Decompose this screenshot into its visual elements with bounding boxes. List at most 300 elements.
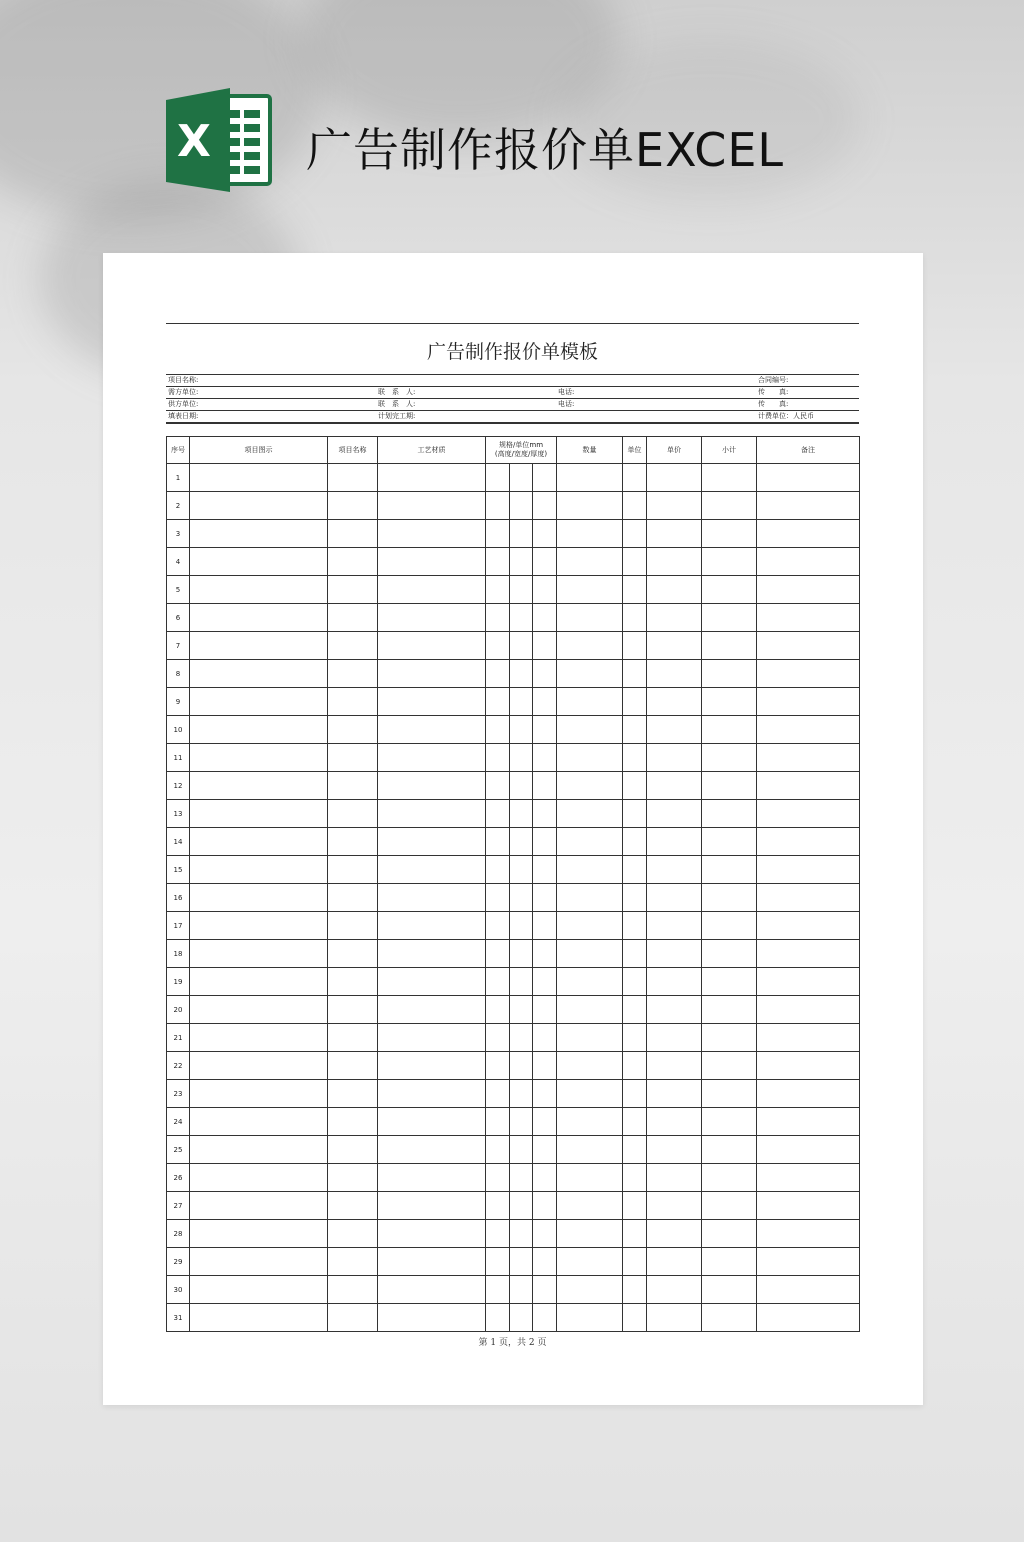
cell-note[interactable]	[757, 1136, 860, 1164]
cell-qty[interactable]	[557, 1164, 623, 1192]
cell-material[interactable]	[378, 1024, 486, 1052]
cell-price[interactable]	[647, 688, 702, 716]
cell-subtotal[interactable]	[702, 1164, 757, 1192]
cell-qty[interactable]	[557, 996, 623, 1024]
cell-price[interactable]	[647, 800, 702, 828]
cell-thickness[interactable]	[533, 1052, 557, 1080]
cell-unit[interactable]	[623, 856, 647, 884]
cell-note[interactable]	[757, 716, 860, 744]
cell-width[interactable]	[510, 856, 533, 884]
cell-qty[interactable]	[557, 1108, 623, 1136]
cell-unit[interactable]	[623, 912, 647, 940]
cell-unit[interactable]	[623, 632, 647, 660]
cell-price[interactable]	[647, 1024, 702, 1052]
cell-material[interactable]	[378, 1248, 486, 1276]
cell-image[interactable]	[190, 688, 328, 716]
cell-price[interactable]	[647, 1248, 702, 1276]
cell-unit[interactable]	[623, 744, 647, 772]
cell-qty[interactable]	[557, 828, 623, 856]
cell-width[interactable]	[510, 1304, 533, 1332]
cell-material[interactable]	[378, 1080, 486, 1108]
cell-qty[interactable]	[557, 856, 623, 884]
cell-qty[interactable]	[557, 520, 623, 548]
cell-height[interactable]	[486, 548, 510, 576]
cell-thickness[interactable]	[533, 548, 557, 576]
cell-height[interactable]	[486, 800, 510, 828]
cell-unit[interactable]	[623, 1136, 647, 1164]
cell-subtotal[interactable]	[702, 1136, 757, 1164]
cell-height[interactable]	[486, 1024, 510, 1052]
cell-image[interactable]	[190, 1052, 328, 1080]
cell-note[interactable]	[757, 996, 860, 1024]
cell-width[interactable]	[510, 772, 533, 800]
cell-height[interactable]	[486, 1220, 510, 1248]
cell-unit[interactable]	[623, 800, 647, 828]
cell-thickness[interactable]	[533, 800, 557, 828]
cell-image[interactable]	[190, 800, 328, 828]
cell-qty[interactable]	[557, 688, 623, 716]
cell-note[interactable]	[757, 744, 860, 772]
cell-image[interactable]	[190, 940, 328, 968]
cell-subtotal[interactable]	[702, 464, 757, 492]
cell-price[interactable]	[647, 1192, 702, 1220]
cell-price[interactable]	[647, 884, 702, 912]
cell-subtotal[interactable]	[702, 548, 757, 576]
cell-name[interactable]	[328, 884, 378, 912]
cell-image[interactable]	[190, 856, 328, 884]
cell-width[interactable]	[510, 968, 533, 996]
cell-height[interactable]	[486, 1192, 510, 1220]
cell-height[interactable]	[486, 688, 510, 716]
cell-image[interactable]	[190, 576, 328, 604]
cell-subtotal[interactable]	[702, 576, 757, 604]
cell-note[interactable]	[757, 968, 860, 996]
cell-name[interactable]	[328, 772, 378, 800]
cell-name[interactable]	[328, 576, 378, 604]
cell-qty[interactable]	[557, 772, 623, 800]
cell-image[interactable]	[190, 1136, 328, 1164]
cell-subtotal[interactable]	[702, 800, 757, 828]
cell-thickness[interactable]	[533, 1192, 557, 1220]
cell-width[interactable]	[510, 576, 533, 604]
cell-image[interactable]	[190, 520, 328, 548]
cell-image[interactable]	[190, 660, 328, 688]
cell-subtotal[interactable]	[702, 856, 757, 884]
cell-image[interactable]	[190, 1080, 328, 1108]
cell-subtotal[interactable]	[702, 1304, 757, 1332]
cell-height[interactable]	[486, 744, 510, 772]
cell-subtotal[interactable]	[702, 660, 757, 688]
cell-note[interactable]	[757, 632, 860, 660]
cell-thickness[interactable]	[533, 996, 557, 1024]
cell-image[interactable]	[190, 828, 328, 856]
cell-name[interactable]	[328, 1304, 378, 1332]
cell-width[interactable]	[510, 1164, 533, 1192]
cell-note[interactable]	[757, 576, 860, 604]
cell-material[interactable]	[378, 1192, 486, 1220]
cell-width[interactable]	[510, 492, 533, 520]
cell-subtotal[interactable]	[702, 996, 757, 1024]
cell-thickness[interactable]	[533, 884, 557, 912]
cell-subtotal[interactable]	[702, 604, 757, 632]
cell-unit[interactable]	[623, 772, 647, 800]
cell-height[interactable]	[486, 1080, 510, 1108]
cell-height[interactable]	[486, 576, 510, 604]
cell-image[interactable]	[190, 772, 328, 800]
cell-qty[interactable]	[557, 884, 623, 912]
cell-price[interactable]	[647, 996, 702, 1024]
cell-height[interactable]	[486, 716, 510, 744]
cell-subtotal[interactable]	[702, 1276, 757, 1304]
cell-thickness[interactable]	[533, 604, 557, 632]
cell-price[interactable]	[647, 1276, 702, 1304]
cell-thickness[interactable]	[533, 1220, 557, 1248]
cell-width[interactable]	[510, 688, 533, 716]
cell-height[interactable]	[486, 1276, 510, 1304]
cell-height[interactable]	[486, 520, 510, 548]
cell-width[interactable]	[510, 1136, 533, 1164]
cell-unit[interactable]	[623, 1276, 647, 1304]
cell-unit[interactable]	[623, 464, 647, 492]
cell-material[interactable]	[378, 1304, 486, 1332]
cell-name[interactable]	[328, 1220, 378, 1248]
cell-name[interactable]	[328, 1108, 378, 1136]
cell-thickness[interactable]	[533, 464, 557, 492]
cell-image[interactable]	[190, 744, 328, 772]
cell-note[interactable]	[757, 1192, 860, 1220]
cell-price[interactable]	[647, 1108, 702, 1136]
cell-price[interactable]	[647, 520, 702, 548]
cell-width[interactable]	[510, 716, 533, 744]
cell-material[interactable]	[378, 688, 486, 716]
cell-note[interactable]	[757, 660, 860, 688]
cell-note[interactable]	[757, 940, 860, 968]
cell-unit[interactable]	[623, 1164, 647, 1192]
cell-thickness[interactable]	[533, 492, 557, 520]
cell-unit[interactable]	[623, 492, 647, 520]
cell-width[interactable]	[510, 744, 533, 772]
cell-width[interactable]	[510, 996, 533, 1024]
cell-image[interactable]	[190, 968, 328, 996]
cell-height[interactable]	[486, 940, 510, 968]
cell-material[interactable]	[378, 940, 486, 968]
cell-qty[interactable]	[557, 464, 623, 492]
cell-price[interactable]	[647, 912, 702, 940]
cell-thickness[interactable]	[533, 716, 557, 744]
cell-material[interactable]	[378, 1276, 486, 1304]
cell-note[interactable]	[757, 520, 860, 548]
cell-width[interactable]	[510, 548, 533, 576]
cell-subtotal[interactable]	[702, 968, 757, 996]
cell-image[interactable]	[190, 1164, 328, 1192]
cell-thickness[interactable]	[533, 1080, 557, 1108]
cell-thickness[interactable]	[533, 1108, 557, 1136]
cell-qty[interactable]	[557, 716, 623, 744]
cell-name[interactable]	[328, 548, 378, 576]
cell-subtotal[interactable]	[702, 1024, 757, 1052]
cell-name[interactable]	[328, 520, 378, 548]
cell-qty[interactable]	[557, 1276, 623, 1304]
cell-qty[interactable]	[557, 548, 623, 576]
cell-height[interactable]	[486, 604, 510, 632]
cell-price[interactable]	[647, 1080, 702, 1108]
cell-name[interactable]	[328, 1052, 378, 1080]
cell-material[interactable]	[378, 576, 486, 604]
cell-note[interactable]	[757, 1164, 860, 1192]
cell-width[interactable]	[510, 1108, 533, 1136]
cell-note[interactable]	[757, 492, 860, 520]
cell-image[interactable]	[190, 1220, 328, 1248]
cell-subtotal[interactable]	[702, 940, 757, 968]
cell-qty[interactable]	[557, 800, 623, 828]
cell-height[interactable]	[486, 1304, 510, 1332]
cell-image[interactable]	[190, 548, 328, 576]
cell-material[interactable]	[378, 1136, 486, 1164]
cell-thickness[interactable]	[533, 968, 557, 996]
cell-unit[interactable]	[623, 716, 647, 744]
cell-thickness[interactable]	[533, 940, 557, 968]
cell-name[interactable]	[328, 1136, 378, 1164]
cell-height[interactable]	[486, 772, 510, 800]
cell-height[interactable]	[486, 1248, 510, 1276]
cell-image[interactable]	[190, 492, 328, 520]
cell-qty[interactable]	[557, 1080, 623, 1108]
cell-thickness[interactable]	[533, 1276, 557, 1304]
cell-unit[interactable]	[623, 576, 647, 604]
cell-image[interactable]	[190, 1108, 328, 1136]
cell-name[interactable]	[328, 800, 378, 828]
cell-name[interactable]	[328, 1024, 378, 1052]
cell-height[interactable]	[486, 1136, 510, 1164]
cell-material[interactable]	[378, 660, 486, 688]
cell-width[interactable]	[510, 1052, 533, 1080]
cell-qty[interactable]	[557, 576, 623, 604]
cell-note[interactable]	[757, 1024, 860, 1052]
cell-qty[interactable]	[557, 1136, 623, 1164]
cell-note[interactable]	[757, 1220, 860, 1248]
cell-width[interactable]	[510, 520, 533, 548]
cell-name[interactable]	[328, 604, 378, 632]
cell-width[interactable]	[510, 884, 533, 912]
cell-image[interactable]	[190, 716, 328, 744]
cell-image[interactable]	[190, 1304, 328, 1332]
cell-unit[interactable]	[623, 688, 647, 716]
cell-name[interactable]	[328, 492, 378, 520]
cell-thickness[interactable]	[533, 912, 557, 940]
cell-price[interactable]	[647, 548, 702, 576]
cell-image[interactable]	[190, 912, 328, 940]
cell-qty[interactable]	[557, 1220, 623, 1248]
cell-subtotal[interactable]	[702, 1108, 757, 1136]
cell-note[interactable]	[757, 1080, 860, 1108]
cell-height[interactable]	[486, 828, 510, 856]
cell-thickness[interactable]	[533, 576, 557, 604]
cell-material[interactable]	[378, 716, 486, 744]
cell-note[interactable]	[757, 464, 860, 492]
cell-image[interactable]	[190, 1192, 328, 1220]
cell-width[interactable]	[510, 912, 533, 940]
cell-width[interactable]	[510, 1192, 533, 1220]
cell-material[interactable]	[378, 996, 486, 1024]
cell-width[interactable]	[510, 1276, 533, 1304]
cell-name[interactable]	[328, 1192, 378, 1220]
cell-image[interactable]	[190, 996, 328, 1024]
cell-image[interactable]	[190, 1024, 328, 1052]
cell-note[interactable]	[757, 800, 860, 828]
cell-subtotal[interactable]	[702, 1080, 757, 1108]
cell-width[interactable]	[510, 660, 533, 688]
cell-name[interactable]	[328, 688, 378, 716]
cell-material[interactable]	[378, 492, 486, 520]
cell-thickness[interactable]	[533, 1136, 557, 1164]
cell-height[interactable]	[486, 632, 510, 660]
cell-subtotal[interactable]	[702, 1220, 757, 1248]
cell-qty[interactable]	[557, 1024, 623, 1052]
cell-height[interactable]	[486, 856, 510, 884]
cell-image[interactable]	[190, 464, 328, 492]
cell-material[interactable]	[378, 632, 486, 660]
cell-price[interactable]	[647, 828, 702, 856]
cell-qty[interactable]	[557, 660, 623, 688]
cell-thickness[interactable]	[533, 1248, 557, 1276]
cell-unit[interactable]	[623, 940, 647, 968]
cell-material[interactable]	[378, 912, 486, 940]
cell-thickness[interactable]	[533, 632, 557, 660]
cell-subtotal[interactable]	[702, 1192, 757, 1220]
cell-subtotal[interactable]	[702, 1052, 757, 1080]
cell-price[interactable]	[647, 492, 702, 520]
cell-qty[interactable]	[557, 1248, 623, 1276]
cell-unit[interactable]	[623, 1080, 647, 1108]
cell-price[interactable]	[647, 576, 702, 604]
cell-name[interactable]	[328, 828, 378, 856]
cell-unit[interactable]	[623, 660, 647, 688]
cell-image[interactable]	[190, 1276, 328, 1304]
cell-unit[interactable]	[623, 548, 647, 576]
cell-name[interactable]	[328, 744, 378, 772]
cell-image[interactable]	[190, 884, 328, 912]
cell-name[interactable]	[328, 1164, 378, 1192]
cell-material[interactable]	[378, 464, 486, 492]
cell-unit[interactable]	[623, 604, 647, 632]
cell-material[interactable]	[378, 744, 486, 772]
cell-name[interactable]	[328, 632, 378, 660]
cell-price[interactable]	[647, 1304, 702, 1332]
cell-material[interactable]	[378, 604, 486, 632]
cell-unit[interactable]	[623, 1220, 647, 1248]
cell-note[interactable]	[757, 548, 860, 576]
cell-image[interactable]	[190, 604, 328, 632]
cell-price[interactable]	[647, 716, 702, 744]
cell-qty[interactable]	[557, 1304, 623, 1332]
cell-thickness[interactable]	[533, 688, 557, 716]
cell-qty[interactable]	[557, 912, 623, 940]
cell-note[interactable]	[757, 1052, 860, 1080]
cell-unit[interactable]	[623, 1052, 647, 1080]
cell-subtotal[interactable]	[702, 520, 757, 548]
cell-thickness[interactable]	[533, 828, 557, 856]
cell-material[interactable]	[378, 800, 486, 828]
cell-material[interactable]	[378, 520, 486, 548]
cell-note[interactable]	[757, 772, 860, 800]
cell-width[interactable]	[510, 800, 533, 828]
cell-note[interactable]	[757, 884, 860, 912]
cell-price[interactable]	[647, 604, 702, 632]
cell-width[interactable]	[510, 1220, 533, 1248]
cell-price[interactable]	[647, 744, 702, 772]
cell-width[interactable]	[510, 604, 533, 632]
cell-subtotal[interactable]	[702, 632, 757, 660]
cell-name[interactable]	[328, 464, 378, 492]
cell-name[interactable]	[328, 996, 378, 1024]
cell-unit[interactable]	[623, 996, 647, 1024]
cell-unit[interactable]	[623, 968, 647, 996]
cell-thickness[interactable]	[533, 1164, 557, 1192]
cell-qty[interactable]	[557, 604, 623, 632]
cell-price[interactable]	[647, 1052, 702, 1080]
cell-thickness[interactable]	[533, 1024, 557, 1052]
cell-height[interactable]	[486, 912, 510, 940]
cell-material[interactable]	[378, 1108, 486, 1136]
cell-subtotal[interactable]	[702, 772, 757, 800]
cell-image[interactable]	[190, 1248, 328, 1276]
cell-thickness[interactable]	[533, 856, 557, 884]
cell-name[interactable]	[328, 856, 378, 884]
cell-price[interactable]	[647, 660, 702, 688]
cell-thickness[interactable]	[533, 772, 557, 800]
cell-note[interactable]	[757, 604, 860, 632]
cell-name[interactable]	[328, 940, 378, 968]
cell-height[interactable]	[486, 492, 510, 520]
cell-subtotal[interactable]	[702, 688, 757, 716]
cell-width[interactable]	[510, 632, 533, 660]
cell-thickness[interactable]	[533, 660, 557, 688]
cell-material[interactable]	[378, 772, 486, 800]
cell-note[interactable]	[757, 1248, 860, 1276]
cell-price[interactable]	[647, 464, 702, 492]
cell-height[interactable]	[486, 884, 510, 912]
cell-material[interactable]	[378, 968, 486, 996]
cell-unit[interactable]	[623, 1108, 647, 1136]
cell-material[interactable]	[378, 1164, 486, 1192]
cell-name[interactable]	[328, 1248, 378, 1276]
cell-height[interactable]	[486, 996, 510, 1024]
cell-unit[interactable]	[623, 1248, 647, 1276]
cell-subtotal[interactable]	[702, 492, 757, 520]
cell-note[interactable]	[757, 856, 860, 884]
cell-height[interactable]	[486, 660, 510, 688]
cell-name[interactable]	[328, 716, 378, 744]
cell-material[interactable]	[378, 884, 486, 912]
cell-price[interactable]	[647, 968, 702, 996]
cell-qty[interactable]	[557, 744, 623, 772]
cell-width[interactable]	[510, 828, 533, 856]
cell-unit[interactable]	[623, 1304, 647, 1332]
cell-note[interactable]	[757, 912, 860, 940]
cell-material[interactable]	[378, 548, 486, 576]
cell-name[interactable]	[328, 660, 378, 688]
cell-qty[interactable]	[557, 940, 623, 968]
cell-price[interactable]	[647, 940, 702, 968]
cell-height[interactable]	[486, 968, 510, 996]
cell-qty[interactable]	[557, 968, 623, 996]
cell-unit[interactable]	[623, 1192, 647, 1220]
cell-width[interactable]	[510, 1248, 533, 1276]
cell-width[interactable]	[510, 1024, 533, 1052]
cell-name[interactable]	[328, 1276, 378, 1304]
cell-unit[interactable]	[623, 520, 647, 548]
cell-width[interactable]	[510, 1080, 533, 1108]
